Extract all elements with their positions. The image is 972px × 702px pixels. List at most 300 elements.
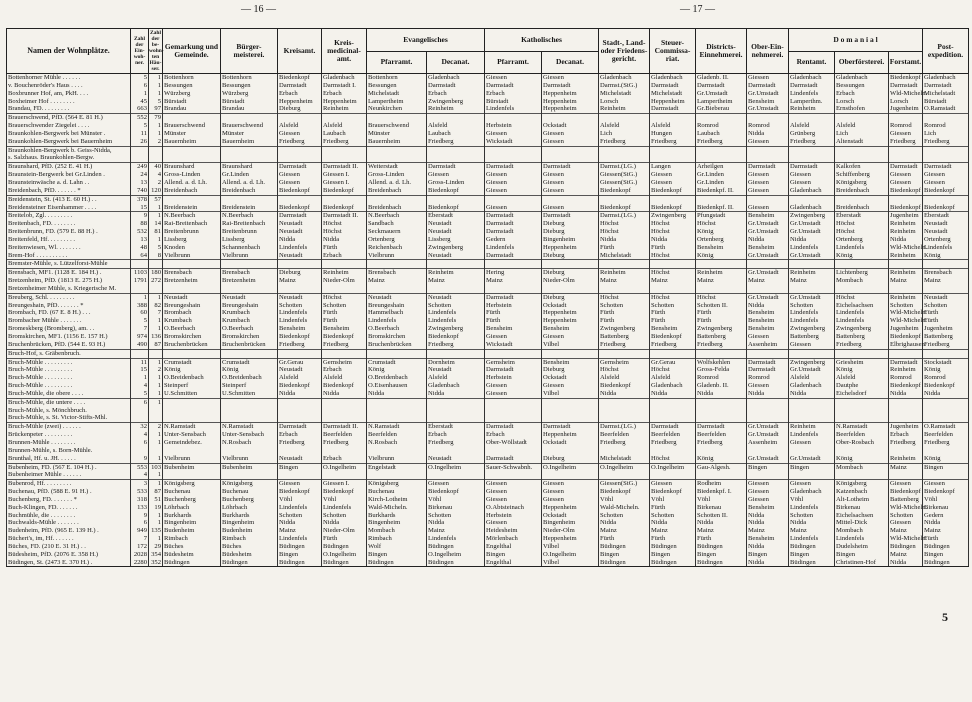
authority-cell: [835, 285, 889, 293]
table-row: [7, 504, 969, 512]
place-name: Boxheimer Hof . . . . . . . .: [7, 98, 131, 106]
authority-cell: Neustadt: [278, 228, 322, 236]
authority-cell: [163, 407, 221, 415]
authority-cell: Heppenheim: [542, 309, 599, 317]
authority-cell: Giessen: [889, 171, 923, 179]
authority-cell: [923, 154, 969, 162]
authority-cell: Biedenkpf. II.: [696, 204, 747, 212]
place-name: Bruch-Mühle (zwei) . . . . . .: [7, 423, 131, 431]
table-row: [7, 559, 969, 567]
count-cell: 1: [149, 431, 163, 439]
authority-cell: Breidenbach: [221, 187, 278, 195]
places-register-table: [6, 28, 969, 567]
authority-cell: Reinheim: [889, 293, 923, 301]
authority-cell: Buchenau: [163, 488, 221, 496]
authority-cell: Friedberg: [696, 439, 747, 447]
authority-cell: Darmst.(LG.): [599, 212, 650, 220]
header-name: Namen der Wohnplätze.: [7, 29, 131, 74]
authority-cell: Christinen-Hof: [835, 559, 889, 567]
authority-cell: Bingenheim: [367, 519, 427, 527]
authority-cell: Heppenheim: [542, 244, 599, 252]
authority-cell: Dieburg: [542, 366, 599, 374]
authority-cell: O.Ingelheim: [599, 463, 650, 471]
place-name: Brunnen-Mühle, s. Born-Mühle.: [7, 447, 131, 455]
place-name: Bruch-Mühle, s. St. Victor-Stifts-Mhl.: [7, 414, 131, 422]
authority-cell: Wolf: [367, 543, 427, 551]
count-cell: 48: [131, 244, 149, 252]
table-row: [7, 439, 969, 447]
authority-cell: Schotten: [322, 302, 367, 310]
place-name: Büdesheim, PfD. (2076 E. 358 H.): [7, 551, 131, 559]
authority-cell: Mainz: [889, 463, 923, 471]
authority-cell: Schotten: [789, 512, 835, 520]
authority-cell: [599, 260, 650, 269]
count-cell: 5: [149, 98, 163, 106]
table-row: [7, 423, 969, 431]
count-cell: 1: [131, 293, 149, 301]
authority-cell: Reinheim: [789, 269, 835, 277]
authority-cell: [322, 398, 367, 406]
authority-cell: [923, 260, 969, 269]
authority-cell: Gr.Umstadt: [747, 105, 789, 113]
authority-cell: Giessen: [485, 496, 542, 504]
authority-cell: Giessen: [789, 480, 835, 488]
authority-cell: Darmstadt: [485, 252, 542, 260]
authority-cell: Schotten: [427, 302, 485, 310]
authority-cell: [163, 260, 221, 269]
authority-cell: [278, 471, 322, 479]
authority-cell: Breidenbach: [367, 204, 427, 212]
authority-cell: Lindenfels: [367, 317, 427, 325]
authority-cell: Giessen: [485, 488, 542, 496]
authority-cell: Bingen: [650, 551, 696, 559]
count-cell: 1: [149, 439, 163, 447]
count-cell: 45: [131, 98, 149, 106]
count-cell: [149, 407, 163, 415]
authority-cell: Neustadt: [427, 220, 485, 228]
authority-cell: Nidda: [599, 236, 650, 244]
authority-cell: Bingen: [599, 551, 650, 559]
authority-cell: Gladenbach: [789, 74, 835, 82]
count-cell: 13: [131, 179, 149, 187]
count-cell: 5: [131, 317, 149, 325]
authority-cell: Darmstadt: [278, 423, 322, 431]
authority-cell: [923, 398, 969, 406]
authority-cell: [889, 414, 923, 422]
place-name: Brauerschwend, PfD. (564 E. 81 H.): [7, 114, 131, 122]
table-row: [7, 471, 969, 479]
authority-cell: N.Beerbach: [367, 212, 427, 220]
authority-cell: [696, 260, 747, 269]
authority-cell: Mainz: [789, 277, 835, 285]
authority-cell: Büdingen: [322, 543, 367, 551]
authority-cell: Neustadt: [427, 252, 485, 260]
authority-cell: Brauerschwend: [367, 122, 427, 130]
header-gemarkung: Gemarkung und Gemeinde.: [163, 29, 221, 74]
authority-cell: Büdingen: [923, 543, 969, 551]
authority-cell: Vöhl: [427, 496, 485, 504]
authority-cell: Fürth: [650, 317, 696, 325]
count-cell: 120: [149, 187, 163, 195]
authority-cell: Bingen: [367, 551, 427, 559]
authority-cell: [835, 114, 889, 122]
authority-cell: Giessen: [485, 171, 542, 179]
authority-cell: Langen: [650, 163, 696, 171]
header-obereinnehmerei: Ober-Ein- nehmerei.: [747, 29, 789, 74]
authority-cell: [322, 114, 367, 122]
authority-cell: Nidda: [747, 512, 789, 520]
authority-cell: Lindenfels: [427, 317, 485, 325]
authority-cell: Nidda: [747, 236, 789, 244]
authority-cell: Bromskirchen: [367, 333, 427, 341]
table-row: [7, 374, 969, 382]
count-cell: [131, 447, 149, 455]
count-cell: 949: [131, 527, 149, 535]
authority-cell: Giessen: [542, 187, 599, 195]
authority-cell: Gernsheim: [485, 358, 542, 366]
authority-cell: Darmstadt: [485, 82, 542, 90]
authority-cell: [542, 349, 599, 358]
count-cell: 1: [149, 82, 163, 90]
authority-cell: [427, 407, 485, 415]
authority-cell: Grünberg: [789, 130, 835, 138]
authority-cell: Gau-Algesh.: [696, 463, 747, 471]
authority-cell: Gr.Linden: [221, 171, 278, 179]
count-cell: 13: [131, 236, 149, 244]
authority-cell: Nidda: [650, 390, 696, 398]
count-cell: 87: [149, 488, 163, 496]
authority-cell: Löhrbach: [163, 504, 221, 512]
count-cell: [131, 407, 149, 415]
authority-cell: Schannenbach: [221, 244, 278, 252]
count-cell: 1: [149, 512, 163, 520]
authority-cell: O.Ramstadt: [923, 105, 969, 113]
authority-cell: [835, 407, 889, 415]
authority-cell: Bensheim: [485, 325, 542, 333]
authority-cell: Vilbel: [542, 559, 599, 567]
authority-cell: Biedenkopf: [322, 333, 367, 341]
table-row: [7, 366, 969, 374]
authority-cell: Gedern: [923, 512, 969, 520]
authority-cell: Lissberg: [163, 236, 221, 244]
count-cell: 172: [131, 543, 149, 551]
authority-cell: N.Rosbach: [367, 439, 427, 447]
authority-cell: Hungen: [650, 130, 696, 138]
authority-cell: [322, 260, 367, 269]
header-katholisch: Katholisches: [485, 29, 599, 52]
authority-cell: [427, 114, 485, 122]
authority-cell: Büdingen: [221, 559, 278, 567]
authority-cell: Würzberg: [163, 90, 221, 98]
authority-cell: Giessen: [747, 496, 789, 504]
authority-cell: Ortenberg: [367, 236, 427, 244]
authority-cell: Griesheim: [835, 358, 889, 366]
authority-cell: Giessen: [889, 179, 923, 187]
authority-cell: O.Ingelheim: [322, 551, 367, 559]
count-cell: 87: [149, 341, 163, 349]
authority-cell: Biedenkopf: [650, 187, 696, 195]
authority-cell: [696, 349, 747, 358]
authority-cell: [221, 260, 278, 269]
authority-cell: Lindenfels: [278, 244, 322, 252]
authority-cell: Mainz: [696, 527, 747, 535]
authority-cell: Biedenkopf: [278, 333, 322, 341]
authority-cell: Darmstadt: [485, 366, 542, 374]
authority-cell: [367, 398, 427, 406]
authority-cell: Schiffenberg: [835, 171, 889, 179]
authority-cell: [221, 114, 278, 122]
authority-cell: Darmst.(LG.): [599, 423, 650, 431]
authority-cell: Fürth: [322, 317, 367, 325]
authority-cell: [747, 414, 789, 422]
header-districts: Districts- Einnehmerei.: [696, 29, 747, 74]
authority-cell: Wld-Micheln.: [890, 503, 928, 511]
authority-cell: Reinheim: [427, 269, 485, 277]
authority-cell: Jugenheim: [923, 325, 969, 333]
header-evangelisch: Evangelisches: [367, 29, 485, 52]
table-row: [7, 105, 969, 113]
authority-cell: Dieburg: [542, 269, 599, 277]
authority-cell: Romrod: [747, 122, 789, 130]
authority-cell: [542, 447, 599, 455]
authority-cell: Reinheim: [889, 220, 923, 228]
authority-cell: Bingen: [923, 551, 969, 559]
authority-cell: Nidda: [322, 519, 367, 527]
count-cell: 2280: [131, 559, 149, 567]
authority-cell: Darmstadt: [923, 82, 969, 90]
authority-cell: O.Beerbach: [163, 325, 221, 333]
count-cell: 82: [149, 302, 163, 310]
authority-cell: Laubach: [696, 130, 747, 138]
authority-cell: Reinheim: [322, 105, 367, 113]
authority-cell: Giessen: [278, 171, 322, 179]
authority-cell: [923, 447, 969, 455]
authority-cell: Reinheim: [322, 269, 367, 277]
authority-cell: Gernsheim: [599, 358, 650, 366]
authority-cell: Elbrighausen: [890, 340, 925, 348]
authority-cell: Gross-Linden: [163, 171, 221, 179]
authority-cell: Höchst: [650, 366, 696, 374]
authority-cell: Beerfelden: [367, 431, 427, 439]
authority-cell: Birkenau: [923, 504, 969, 512]
authority-cell: Biedenkopf: [599, 488, 650, 496]
authority-cell: [163, 349, 221, 358]
authority-cell: Hammelbach: [367, 309, 427, 317]
authority-cell: Darmstadt: [427, 163, 485, 171]
authority-cell: Darmstadt: [650, 105, 696, 113]
authority-cell: U.Schmitten: [163, 390, 221, 398]
authority-cell: Weiterstadt: [367, 163, 427, 171]
authority-cell: König: [221, 366, 278, 374]
authority-cell: Schotten: [889, 302, 923, 310]
authority-cell: Giessen: [542, 138, 599, 146]
authority-cell: Herbstein: [485, 512, 542, 520]
authority-cell: Darmst.(StG.): [599, 82, 650, 90]
authority-cell: Battenberg: [889, 496, 923, 504]
authority-cell: Lindenfels: [789, 431, 835, 439]
count-cell: 1: [149, 204, 163, 212]
count-cell: 318: [131, 496, 149, 504]
count-cell: [149, 285, 163, 293]
authority-cell: Eberstadt: [835, 212, 889, 220]
table-row: [7, 325, 969, 333]
count-cell: 97: [149, 105, 163, 113]
authority-cell: Biedenkopf: [890, 488, 921, 496]
authority-cell: [835, 471, 889, 479]
authority-cell: Gr.Umstadt: [747, 228, 789, 236]
table-row: [7, 543, 969, 551]
authority-cell: Dieburg: [278, 269, 322, 277]
authority-cell: Vilbel: [542, 390, 599, 398]
authority-cell: Friedberg: [889, 439, 923, 447]
authority-cell: Darmstadt: [278, 163, 322, 171]
authority-cell: [889, 407, 923, 415]
authority-cell: Wld-Micheln.: [890, 535, 928, 543]
table-row: [7, 333, 969, 341]
authority-cell: Darmstadt: [542, 423, 599, 431]
count-cell: 1: [149, 471, 163, 479]
authority-cell: Friedberg: [427, 439, 485, 447]
authority-cell: Ockstadt: [542, 512, 599, 520]
authority-cell: Lich: [835, 130, 889, 138]
authority-cell: Reinheim: [789, 105, 835, 113]
authority-cell: [889, 447, 923, 455]
authority-cell: Reinheim: [599, 269, 650, 277]
authority-cell: Gedern: [485, 236, 542, 244]
authority-cell: Sauer-Schwabnh.: [485, 463, 542, 471]
authority-cell: Nidda: [747, 559, 789, 567]
authority-cell: Breitenbrunn: [221, 228, 278, 236]
authority-cell: Büdingen: [923, 559, 969, 567]
count-cell: [131, 414, 149, 422]
authority-cell: Romrod: [747, 374, 789, 382]
authority-cell: Eberstadt: [427, 212, 485, 220]
authority-cell: Ortenberg: [696, 236, 747, 244]
authority-cell: Biedenkopf: [890, 203, 921, 211]
authority-cell: Bingen: [278, 463, 322, 471]
authority-cell: Giessen: [747, 171, 789, 179]
authority-cell: [650, 195, 696, 203]
authority-cell: Giessen: [747, 382, 789, 390]
authority-cell: [650, 349, 696, 358]
authority-cell: Heidesheim: [485, 527, 542, 535]
count-cell: 1: [149, 212, 163, 220]
authority-cell: O.Breidenbach: [163, 374, 221, 382]
authority-cell: Giessen: [923, 171, 969, 179]
authority-cell: Giessen: [789, 171, 835, 179]
authority-cell: Gernsheim: [322, 358, 367, 366]
authority-cell: Nidda: [789, 519, 835, 527]
place-name: Buchenberg, FD. . . . . . . *: [7, 496, 131, 504]
authority-cell: [322, 154, 367, 162]
table-row: [7, 114, 969, 122]
place-name: Bretzenheim, PfD. (1813 E. 275 H.): [7, 277, 131, 285]
authority-cell: Bessungen: [221, 82, 278, 90]
authority-cell: Beerfelden: [650, 431, 696, 439]
authority-cell: O.Ingelheim: [542, 551, 599, 559]
authority-cell: [789, 349, 835, 358]
place-name: Bruch-Hof, s. Gräbenbruch.: [7, 349, 131, 358]
authority-cell: Lorsch: [889, 98, 923, 106]
authority-cell: Büdesheim: [221, 551, 278, 559]
authority-cell: Bingen: [278, 551, 322, 559]
authority-cell: Darmstadt: [278, 82, 322, 90]
count-cell: [131, 260, 149, 269]
authority-cell: Höchst: [696, 220, 747, 228]
authority-cell: [163, 285, 221, 293]
authority-cell: Nieder-Olm: [542, 527, 599, 535]
authority-cell: [485, 398, 542, 406]
table-row: [7, 171, 969, 179]
table-row: [7, 130, 969, 138]
authority-cell: [923, 471, 969, 479]
authority-cell: Heppenheim: [278, 98, 322, 106]
authority-cell: [747, 285, 789, 293]
authority-cell: Michelstadt: [923, 90, 969, 98]
authority-cell: Biedenkopf: [599, 382, 650, 390]
authority-cell: Darmstadt II.: [322, 163, 367, 171]
authority-cell: Friedberg: [696, 138, 747, 146]
authority-cell: Lindenfels: [485, 244, 542, 252]
authority-cell: Nidda: [696, 390, 747, 398]
authority-cell: Biedenkopf: [923, 382, 969, 390]
authority-cell: N.Beerbach: [221, 212, 278, 220]
authority-cell: Breungeshain: [221, 302, 278, 310]
authority-cell: [650, 114, 696, 122]
authority-cell: Breidenbach: [163, 187, 221, 195]
authority-cell: Biedenkopf: [599, 187, 650, 195]
authority-cell: Stockstadt: [923, 358, 969, 366]
place-name: Buchwalds-Mühle . . . . . . .: [7, 519, 131, 527]
authority-cell: Schotten: [789, 302, 835, 310]
authority-cell: Gemeindebez.: [163, 439, 221, 447]
authority-cell: Gr.Umstadt: [747, 423, 789, 431]
header-ev-dekanat: Decanat.: [427, 51, 485, 74]
authority-cell: Friedberg: [696, 341, 747, 349]
place-name: Braunkohlen-Bergwerk bei Münster .: [7, 130, 131, 138]
authority-cell: Fürth: [923, 309, 969, 317]
authority-cell: Romrod: [889, 374, 923, 382]
authority-cell: Schotten: [650, 512, 696, 520]
authority-cell: Lindenfels: [278, 535, 322, 543]
place-name: Brunnen-Mühle . . . . . . . .: [7, 439, 131, 447]
authority-cell: Höchst: [650, 252, 696, 260]
authority-cell: Erbach: [322, 366, 367, 374]
authority-cell: [163, 114, 221, 122]
count-cell: 1: [149, 293, 163, 301]
authority-cell: Lich: [923, 130, 969, 138]
authority-cell: [221, 285, 278, 293]
authority-cell: [747, 260, 789, 269]
authority-cell: Vöhl: [599, 496, 650, 504]
authority-cell: Biedenkopf: [322, 187, 367, 195]
authority-cell: Höchst: [650, 269, 696, 277]
authority-cell: [835, 260, 889, 269]
authority-cell: [789, 154, 835, 162]
table-row: [7, 527, 969, 535]
authority-cell: Dieburg: [542, 293, 599, 301]
authority-cell: Engelthal: [485, 543, 542, 551]
authority-cell: Gladenbach: [599, 74, 650, 82]
authority-cell: Knoden: [163, 244, 221, 252]
authority-cell: Schotten: [599, 302, 650, 310]
authority-cell: Lindenfels: [789, 90, 835, 98]
authority-cell: [163, 414, 221, 422]
authority-cell: Brensbach: [163, 269, 221, 277]
authority-cell: Bingenheim: [221, 519, 278, 527]
authority-cell: [599, 195, 650, 203]
authority-cell: [835, 349, 889, 358]
